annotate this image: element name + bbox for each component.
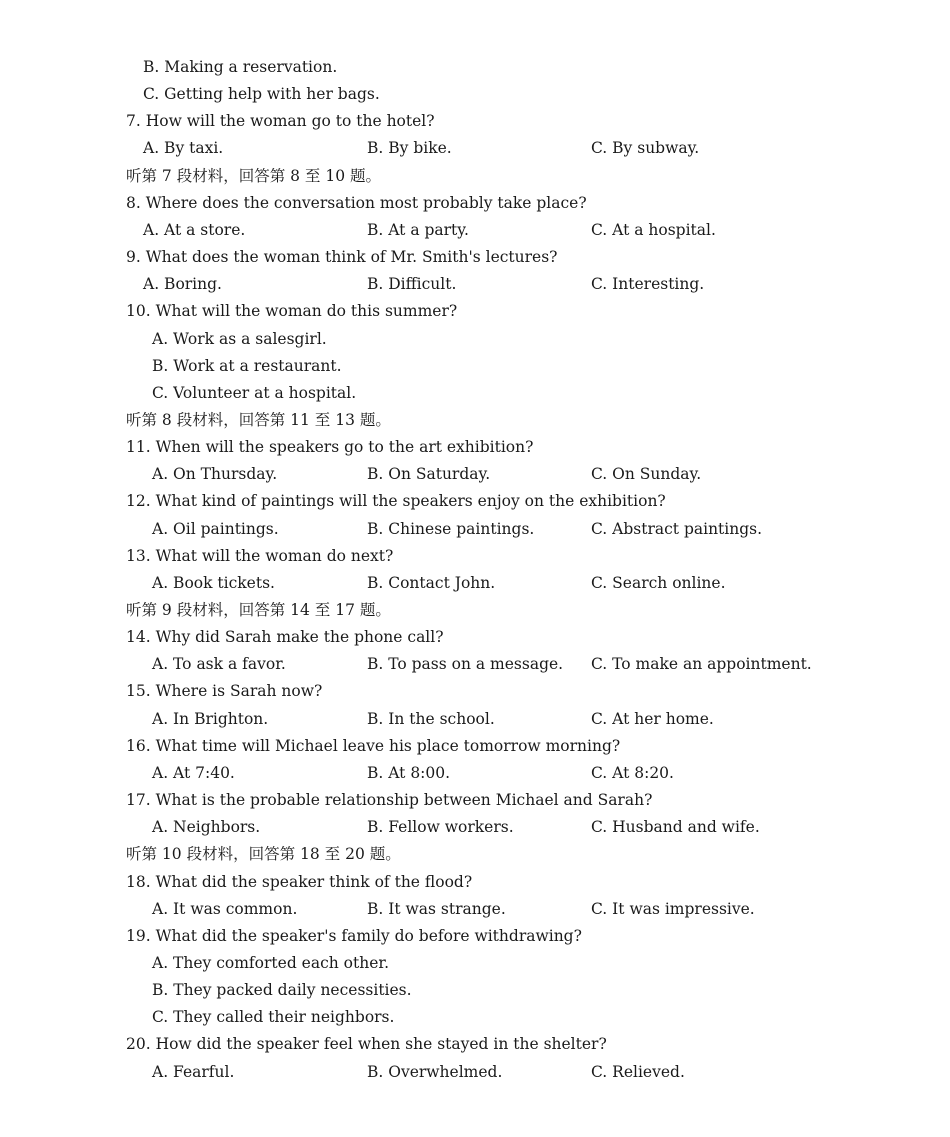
- options-row: [0, 706, 950, 733]
- options-row: [0, 651, 950, 678]
- question-text: 8. Where does the conversation most probably take place?: [126, 193, 587, 212]
- option-text: A. Work as a salesgirl.: [152, 329, 327, 348]
- question-text: 13. What will the woman do next?: [126, 546, 394, 565]
- option-b: B. It was strange.: [367, 899, 506, 918]
- options-row: [0, 1059, 950, 1086]
- option-text: B. Making a reservation.: [143, 58, 338, 76]
- question-line: [0, 543, 950, 570]
- question-text: 12. What kind of paintings will the speakers enjoy on the exhibition?: [126, 492, 666, 511]
- option-a: A. On Thursday.: [152, 465, 278, 484]
- option-text: C. They called their neighbors.: [152, 1008, 395, 1027]
- option-c: C. At her home.: [591, 709, 714, 728]
- option-line: [0, 326, 950, 353]
- option-b: B. At 8:00.: [367, 763, 451, 782]
- option-c: C. It was impressive.: [591, 899, 755, 918]
- question-text: 11. When will the speakers go to the art exhibition?: [126, 438, 534, 457]
- options-row: [0, 461, 950, 488]
- section-instruction-text: 听第 7 段材料，回答第 8 至 10 题。: [126, 166, 382, 185]
- section-instruction: [0, 597, 950, 624]
- option-b: B. Overwhelmed.: [367, 1062, 503, 1081]
- options-row: [0, 135, 950, 162]
- option-c: C. Abstract paintings.: [591, 519, 763, 538]
- question-line: [0, 108, 950, 135]
- option-b: B. On Saturday.: [367, 465, 491, 484]
- options-row: [0, 516, 950, 543]
- option-c: C. By subway.: [591, 139, 700, 158]
- option-a: A. Neighbors.: [152, 818, 261, 837]
- option-c: C. Relieved.: [591, 1062, 685, 1081]
- question-line: [0, 787, 950, 814]
- option-line: [0, 1004, 950, 1031]
- question-text: 7. How will the woman go to the hotel?: [126, 112, 435, 131]
- option-line: [0, 54, 950, 81]
- question-line: [0, 434, 950, 461]
- option-a: A. Fearful.: [152, 1062, 235, 1081]
- option-b: B. At a party.: [367, 220, 469, 239]
- question-text: 10. What will the woman do this summer?: [126, 302, 458, 321]
- option-a: A. Boring.: [143, 275, 222, 294]
- option-b: B. Fellow workers.: [367, 818, 514, 837]
- option-b: B. Chinese paintings.: [367, 519, 535, 538]
- option-text: C. Volunteer at a hospital.: [152, 383, 357, 402]
- question-line: [0, 624, 950, 651]
- option-text: C. Getting help with her bags.: [143, 85, 380, 104]
- section-instruction: [0, 841, 950, 868]
- question-text: 15. Where is Sarah now?: [126, 682, 323, 701]
- question-line: [0, 488, 950, 515]
- question-text: 9. What does the woman think of Mr. Smith's lectures?: [126, 248, 558, 266]
- question-line: [0, 298, 950, 325]
- options-row: [0, 896, 950, 923]
- question-line: [0, 923, 950, 950]
- question-text: 16. What time will Michael leave his place tomorrow morning?: [126, 736, 621, 755]
- option-c: C. At 8:20.: [591, 763, 674, 782]
- option-a: A. By taxi.: [143, 139, 224, 158]
- option-text: B. Work at a restaurant.: [152, 356, 342, 375]
- section-instruction: [0, 163, 950, 190]
- question-line: [0, 869, 950, 896]
- option-text: B. They packed daily necessities.: [152, 981, 412, 1000]
- options-row: [0, 271, 950, 298]
- option-c: C. On Sunday.: [591, 465, 702, 484]
- option-a: A. In Brighton.: [152, 709, 269, 728]
- option-line: [0, 950, 950, 977]
- option-a: A. To ask a favor.: [152, 655, 286, 674]
- question-line: [0, 244, 950, 271]
- option-text: A. They comforted each other.: [152, 953, 390, 972]
- option-a: A. Oil paintings.: [152, 519, 279, 538]
- question-text: 17. What is the probable relationship between Michael and Sarah?: [126, 791, 653, 809]
- options-row: [0, 570, 950, 597]
- option-a: A. Book tickets.: [152, 573, 275, 592]
- option-b: B. In the school.: [367, 709, 495, 728]
- option-b: B. Contact John.: [367, 573, 496, 592]
- options-row: [0, 814, 950, 841]
- section-instruction-text: 听第 9 段材料，回答第 14 至 17 题。: [126, 601, 391, 619]
- options-row: [0, 217, 950, 244]
- question-line: [0, 190, 950, 217]
- option-c: C. Interesting.: [591, 275, 705, 294]
- question-text: 19. What did the speaker's family do before withdrawing?: [126, 926, 582, 945]
- option-a: A. At 7:40.: [152, 763, 235, 782]
- question-text: 14. Why did Sarah make the phone call?: [126, 628, 444, 647]
- options-row: [0, 760, 950, 787]
- option-c: C. Husband and wife.: [591, 818, 760, 837]
- option-c: C. To make an appointment.: [591, 655, 812, 674]
- question-text: 18. What did the speaker think of the flood?: [126, 872, 473, 891]
- section-instruction-text: 听第 10 段材料，回答第 18 至 20 题。: [126, 845, 401, 864]
- option-line: [0, 977, 950, 1004]
- option-c: C. Search online.: [591, 573, 726, 592]
- option-b: B. By bike.: [367, 139, 452, 158]
- option-b: B. Difficult.: [367, 275, 457, 294]
- option-c: C. At a hospital.: [591, 220, 716, 239]
- section-instruction-text: 听第 8 段材料，回答第 11 至 13 题。: [126, 410, 391, 429]
- option-a: A. At a store.: [143, 220, 246, 239]
- option-b: B. To pass on a message.: [367, 655, 564, 674]
- question-line: [0, 733, 950, 760]
- question-line: [0, 1031, 950, 1058]
- question-line: [0, 678, 950, 705]
- option-line: [0, 380, 950, 407]
- question-text: 20. How did the speaker feel when she stayed in the shelter?: [126, 1035, 607, 1054]
- option-a: A. It was common.: [152, 899, 298, 918]
- option-line: [0, 81, 950, 108]
- section-instruction: [0, 407, 950, 434]
- option-line: [0, 353, 950, 380]
